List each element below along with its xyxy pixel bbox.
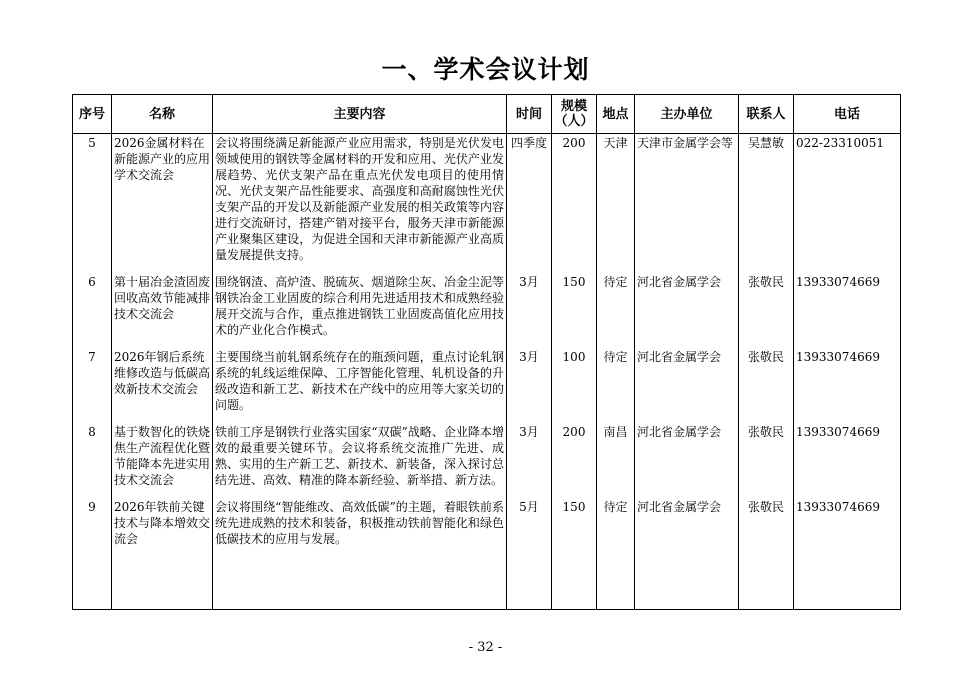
cell-phone: 13933074669 xyxy=(794,423,901,498)
cell-phone: 13933074669 xyxy=(794,348,901,423)
cell-content: 主要围绕当前轧钢系统存在的瓶颈问题，重点讨论轧钢系统的轧线运维保障、工序智能化管理、轧机设备的升级改造和新工艺、新技术在产线中的应用等大家关切的问题。 xyxy=(213,348,507,423)
table-row xyxy=(73,273,901,348)
col-header-name: 名称 xyxy=(112,95,213,134)
cell-organizer: 河北省金属学会 xyxy=(635,498,739,610)
col-header-contact: 联系人 xyxy=(739,95,794,134)
cell-name: 第十届冶金渣固废回收高效节能减排技术交流会 xyxy=(112,273,213,348)
conference-plan-table xyxy=(72,94,901,610)
cell-time: 3月 xyxy=(507,348,552,423)
cell-name: 2026年钢后系统维修改造与低碳高效新技术交流会 xyxy=(112,348,213,423)
cell-time: 四季度 xyxy=(507,134,552,274)
cell-organizer: 河北省金属学会 xyxy=(635,423,739,498)
cell-scale: 150 xyxy=(552,498,597,610)
cell-contact: 张敬民 xyxy=(739,498,794,610)
cell-location: 天津 xyxy=(597,134,635,274)
table-row xyxy=(73,498,901,610)
table-header-row xyxy=(73,95,901,134)
page-number: - 32 - xyxy=(468,640,503,655)
cell-no: 5 xyxy=(73,134,112,274)
col-header-scale xyxy=(552,95,597,134)
cell-contact: 吴慧敏 xyxy=(739,134,794,274)
col-header-no: 序号 xyxy=(73,95,112,134)
page-title: 一、学术会议计划 xyxy=(381,55,590,84)
cell-time: 3月 xyxy=(507,423,552,498)
col-header-organizer: 主办单位 xyxy=(635,95,739,134)
cell-scale: 200 xyxy=(552,134,597,274)
cell-phone: 022-23310051 xyxy=(794,134,901,274)
cell-phone: 13933074669 xyxy=(794,273,901,348)
cell-no: 6 xyxy=(73,273,112,348)
cell-no: 8 xyxy=(73,423,112,498)
table-row xyxy=(73,134,901,274)
cell-scale: 200 xyxy=(552,423,597,498)
cell-contact: 张敬民 xyxy=(739,348,794,423)
col-header-time: 时间 xyxy=(507,95,552,134)
cell-contact: 张敬民 xyxy=(739,273,794,348)
cell-name: 基于数智化的铁烧焦生产流程优化暨节能降本先进实用技术交流会 xyxy=(112,423,213,498)
cell-contact: 张敬民 xyxy=(739,423,794,498)
col-header-scale-line1: 规模 xyxy=(560,99,587,114)
table-row xyxy=(73,423,901,498)
col-header-phone: 电话 xyxy=(794,95,901,134)
cell-time: 3月 xyxy=(507,273,552,348)
cell-location: 待定 xyxy=(597,273,635,348)
cell-organizer: 天津市金属学会等 xyxy=(635,134,739,274)
cell-time: 5月 xyxy=(507,498,552,610)
cell-name: 2026金属材料在新能源产业的应用学术交流会 xyxy=(112,134,213,274)
cell-location: 待定 xyxy=(597,348,635,423)
col-header-location: 地点 xyxy=(597,95,635,134)
table-row xyxy=(73,348,901,423)
cell-content: 会议将围绕“智能维改、高效低碳”的主题，着眼铁前系统先进成熟的技术和装备，积极推动铁前智能化和绿色低碳技术的应用与发展。 xyxy=(213,498,507,610)
cell-organizer: 河北省金属学会 xyxy=(635,348,739,423)
cell-content: 会议将围绕满足新能源产业应用需求，特别是光伏发电领域使用的钢铁等金属材料的开发和应用、光伏产业发展趋势、光伏支架产品在重点光伏发电项目的使用情况、光伏支架产品性能要求、高强度和高耐腐蚀性光伏支架产品的开发以及新能源产业发展的相关政策等内容进行交流研讨，搭建产销对接平台，服务天津市新能源产业聚集区建设，为促进全国和天津市新能源产业高质量发展提供支持。 xyxy=(213,134,507,274)
cell-scale: 100 xyxy=(552,348,597,423)
cell-location: 南昌 xyxy=(597,423,635,498)
cell-name: 2026年铁前关键技术与降本增效交流会 xyxy=(112,498,213,610)
cell-content: 铁前工序是钢铁行业落实国家“双碳”战略、企业降本增效的最重要关键环节。会议将系统交流推广先进、成熟、实用的生产新工艺、新技术、新装备，深入探讨总结先进、高效、精准的降本新经验、新举措、新方法。 xyxy=(213,423,507,498)
cell-no: 7 xyxy=(73,348,112,423)
cell-content: 围绕钢渣、高炉渣、脱硫灰、烟道除尘灰、冶金尘泥等钢铁冶金工业固废的综合利用先进适用技术和成熟经验展开交流与合作，重点推进钢铁工业固废高值化应用技术的产业化合作模式。 xyxy=(213,273,507,348)
col-header-scale-line2: （人） xyxy=(554,114,594,129)
cell-no: 9 xyxy=(73,498,112,610)
col-header-content: 主要内容 xyxy=(213,95,507,134)
cell-scale: 150 xyxy=(552,273,597,348)
cell-organizer: 河北省金属学会 xyxy=(635,273,739,348)
cell-location: 待定 xyxy=(597,498,635,610)
cell-phone: 13933074669 xyxy=(794,498,901,610)
